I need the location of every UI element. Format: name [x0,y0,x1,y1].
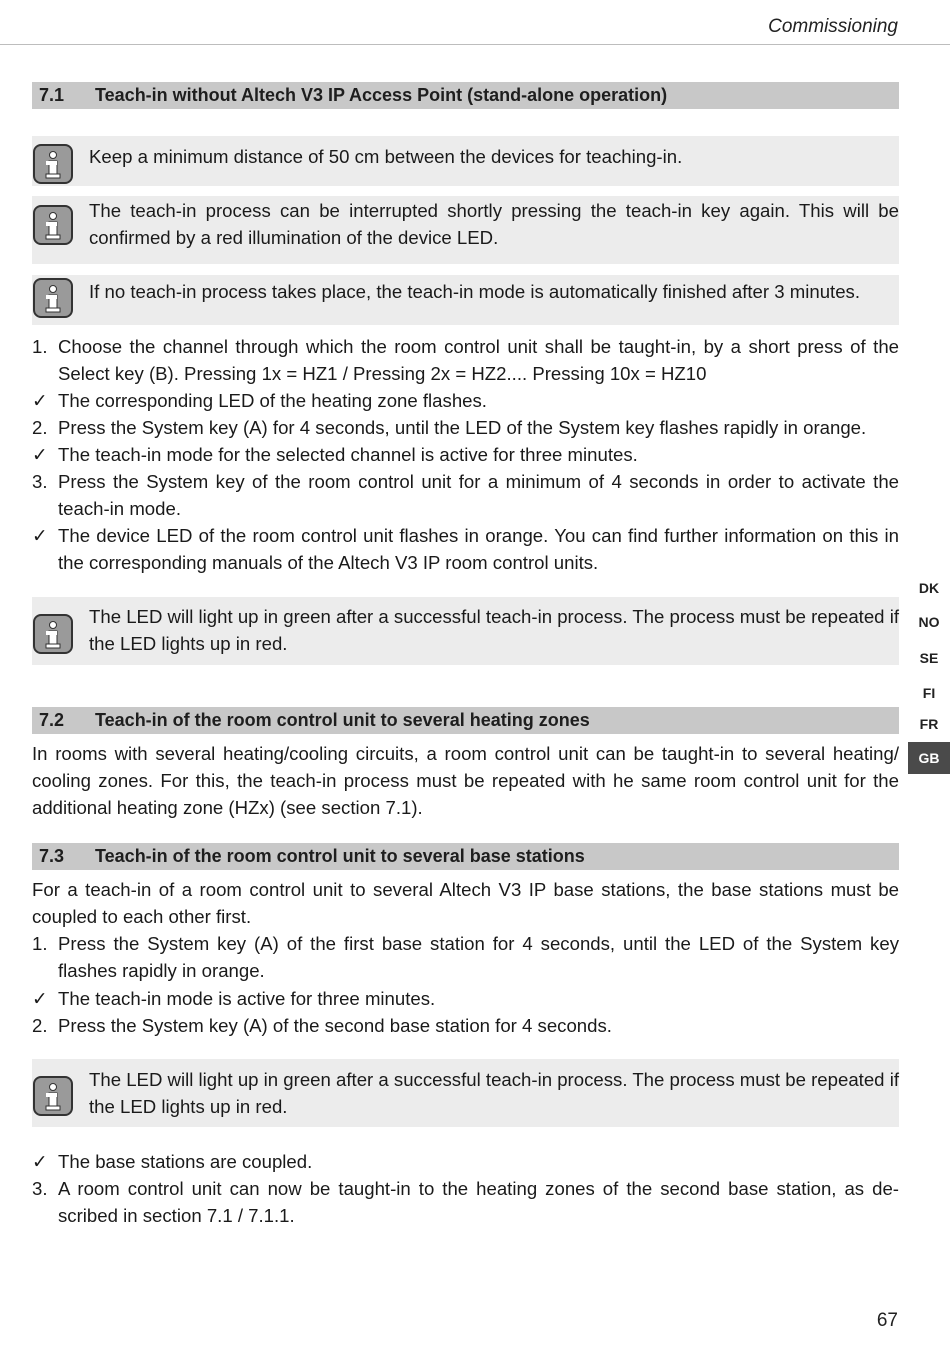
step-result-text: The corresponding LED of the heating zone flashes. [58,390,487,411]
list-item [32,468,899,522]
step-result-text: The device LED of the room control unit flashes in orange. You can find further information on this in the corresponding manuals of the Altech V3 IP room control units. [58,525,899,573]
step-result-text: The teach-in mode is active for three minutes. [58,988,436,1009]
step-text: Press the System key of the room control unit for a minimum of 4 seconds in order to activate the teach-in mode. [58,471,899,519]
step-text: Press the System key (A) for 4 seconds, until the LED of the System key flashes rapidly in orange. [58,417,867,438]
info-icon [33,1076,73,1116]
check-icon: ✓ [32,390,48,411]
step-number: 3. [32,1178,48,1199]
info-icon [33,614,73,654]
list-item [32,387,899,414]
section-number: 7.3 [39,846,65,866]
note-text: The LED will light up in green after a successful teach-in process. The process must be repeated if the LED lights up in red. [89,606,899,654]
step-number: 2. [32,1015,48,1036]
note-text: The LED will light up in green after a successful teach-in process. The process must be repeated if the LED lights up in red. [89,1069,899,1117]
info-note [32,1059,899,1127]
list-item [32,414,899,441]
running-header: Commissioning [768,16,898,37]
paragraph: For a teach-in of a room control unit to several Altech V3 IP base stations, the base stations must be coupled to each other first. [32,879,899,927]
note-text: If no teach-in process takes place, the teach-in mode is automatically finished after 3 minutes. [89,281,861,302]
step-text: Press the System key (A) of the first base station for 4 seconds, until the LED of the System key flashes rapidly in orange. [58,933,899,981]
language-tab-fr[interactable]: FR [919,716,939,732]
step-text: Press the System key (A) of the second base station for 4 seconds. [58,1015,612,1036]
step-number: 1. [32,336,48,357]
step-result-text: The base stations are coupled. [58,1151,313,1172]
check-icon: ✓ [32,444,48,465]
step-text: A room control unit can now be taught-in to the heating zones of the second base station, as de-scribed in section 7.1 / 7.1.1. [58,1178,899,1226]
info-icon [33,278,73,318]
info-note [32,597,899,665]
check-icon: ✓ [32,1151,48,1172]
page-number: 67 [876,1310,898,1331]
step-text: Choose the channel through which the room control unit shall be taught-in, by a short press of the Select key (B). Pressing 1x = HZ1 / Pressing 2x = HZ2.... Pressing 10x = HZ10 [58,336,899,384]
language-tab-se[interactable]: SE [919,650,939,666]
language-tab-gb[interactable]: GB [908,742,950,774]
note-text: Keep a minimum distance of 50 cm between the devices for teaching-in. [89,146,683,167]
check-icon: ✓ [32,988,48,1009]
step-number: 3. [32,471,48,492]
list-item [32,1175,899,1229]
info-note [32,196,899,264]
list-item [32,985,899,1012]
list-item [32,333,899,387]
info-note [32,275,899,325]
info-icon [33,144,73,184]
list-item [32,522,899,576]
note-text: The teach-in process can be interrupted shortly pressing the teach-in key again. This will be confirmed by a red illumination of the device LED. [89,200,899,248]
section-title: Teach-in of the room control unit to several base stations [95,846,585,866]
section-heading-7-1 [32,82,899,109]
section-heading-7-3 [32,843,899,870]
language-tab-fi[interactable]: FI [922,685,936,701]
list-item [32,1148,899,1175]
section-title: Teach-in of the room control unit to several heating zones [95,710,590,730]
info-note [32,136,899,186]
step-number: 2. [32,417,48,438]
paragraph: In rooms with several heating/cooling circuits, a room control unit can be taught-in to several heating/ cooling zones. For this, the teach-in process must be repeated with he same room control unit for the additional heating zone (HZx) (see section 7.1). [32,743,899,818]
section-heading-7-2 [32,707,899,734]
header-divider [0,44,950,45]
language-tab-dk[interactable]: DK [918,580,940,596]
language-tab-no[interactable]: NO [918,614,940,630]
check-icon: ✓ [32,525,48,546]
section-number: 7.1 [39,85,65,105]
step-number: 1. [32,933,48,954]
list-item [32,1012,899,1039]
list-item [32,441,899,468]
info-icon [33,205,73,245]
section-title: Teach-in without Altech V3 IP Access Point (stand-alone operation) [95,85,668,105]
step-result-text: The teach-in mode for the selected channel is active for three minutes. [58,444,638,465]
section-number: 7.2 [39,710,65,730]
list-item [32,930,899,984]
